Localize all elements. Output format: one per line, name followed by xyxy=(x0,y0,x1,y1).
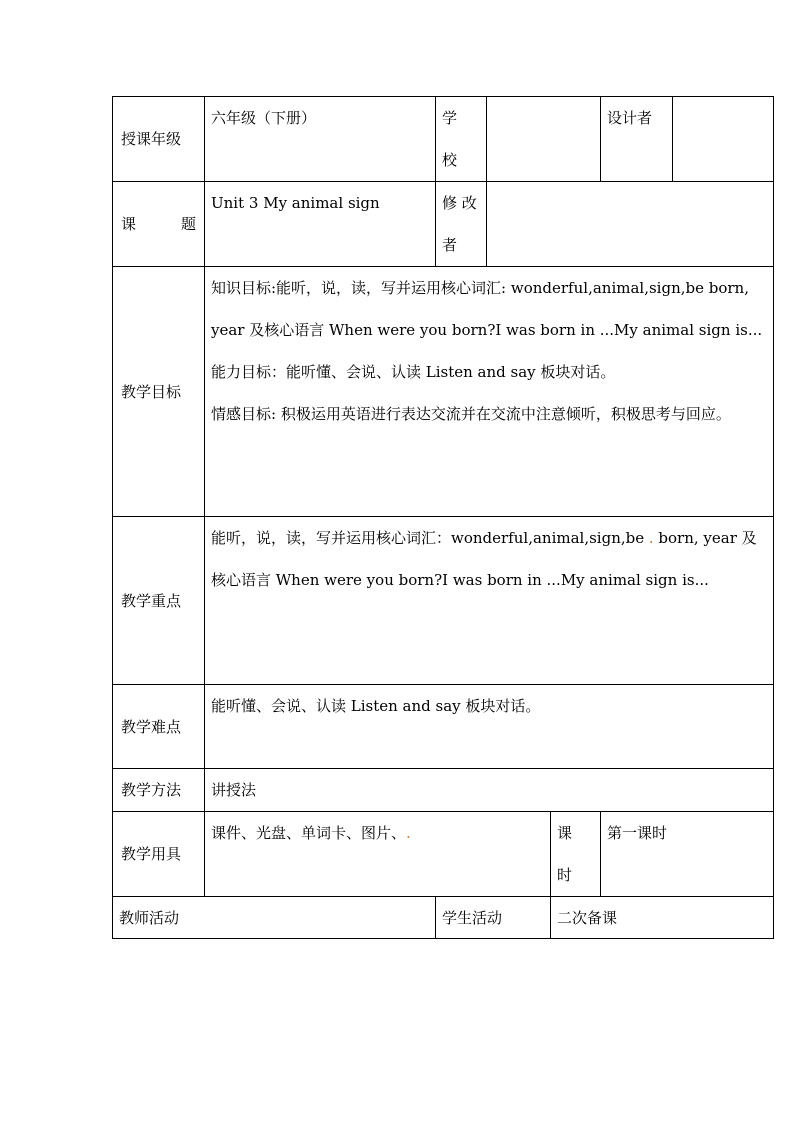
row-tools xyxy=(113,812,774,897)
difficulties-label: 教学难点 xyxy=(113,685,205,769)
method-label: 教学方法 xyxy=(113,769,205,812)
row-goals xyxy=(113,267,774,517)
period-label: 课 时 xyxy=(551,812,601,897)
grade-label: 授课年级 xyxy=(113,97,205,182)
grade-value: 六年级（下册） xyxy=(205,97,436,182)
row-activities xyxy=(113,897,774,939)
second-prep-header: 二次备课 xyxy=(551,897,774,939)
row-method xyxy=(113,769,774,812)
period-value: 第一课时 xyxy=(601,812,774,897)
tools-content: 课件、光盘、单词卡、图片、. xyxy=(205,812,551,897)
school-value xyxy=(487,97,601,182)
tools-label: 教学用具 xyxy=(113,812,205,897)
goal-knowledge: 知识目标:能听，说，读，写并运用核心词汇: wonderful,animal,sign,be born, year 及核心语言 When were you born?I was born in ...My animal sign is... xyxy=(211,279,763,339)
school-label: 学 校 xyxy=(436,97,487,182)
student-activity-header: 学生活动 xyxy=(436,897,551,939)
difficulties-content: 能听懂、会说、认读 Listen and say 板块对话。 xyxy=(205,685,774,769)
row-difficulties xyxy=(113,685,774,769)
key-points-label: 教学重点 xyxy=(113,517,205,685)
reviser-label: 修 改 者 xyxy=(436,182,487,267)
reviser-value xyxy=(487,182,774,267)
key-points-content: 能听，说，读，写并运用核心词汇：wonderful,animal,sign,be . born, year 及核心语言 When were you born?I was born in ...My animal sign is... xyxy=(205,517,774,685)
goal-emotion: 情感目标: 积极运用英语进行表达交流并在交流中注意倾听，积极思考与回应。 xyxy=(211,405,731,423)
topic-value: Unit 3 My animal sign xyxy=(205,182,436,267)
topic-label: 课 题 xyxy=(113,182,205,267)
row-topic xyxy=(113,182,774,267)
goals-content xyxy=(205,267,774,517)
designer-label: 设计者 xyxy=(601,97,673,181)
row-key-points xyxy=(113,517,774,685)
row-grade xyxy=(113,97,774,182)
goals-label: 教学目标 xyxy=(113,267,205,517)
method-content: 讲授法 xyxy=(205,769,774,812)
designer-cell xyxy=(601,97,774,182)
teacher-activity-header: 教师活动 xyxy=(113,897,436,939)
designer-value xyxy=(673,97,773,181)
lesson-plan-table xyxy=(112,96,774,939)
goal-ability: 能力目标：能听懂、会说、认读 Listen and say 板块对话。 xyxy=(211,363,616,381)
